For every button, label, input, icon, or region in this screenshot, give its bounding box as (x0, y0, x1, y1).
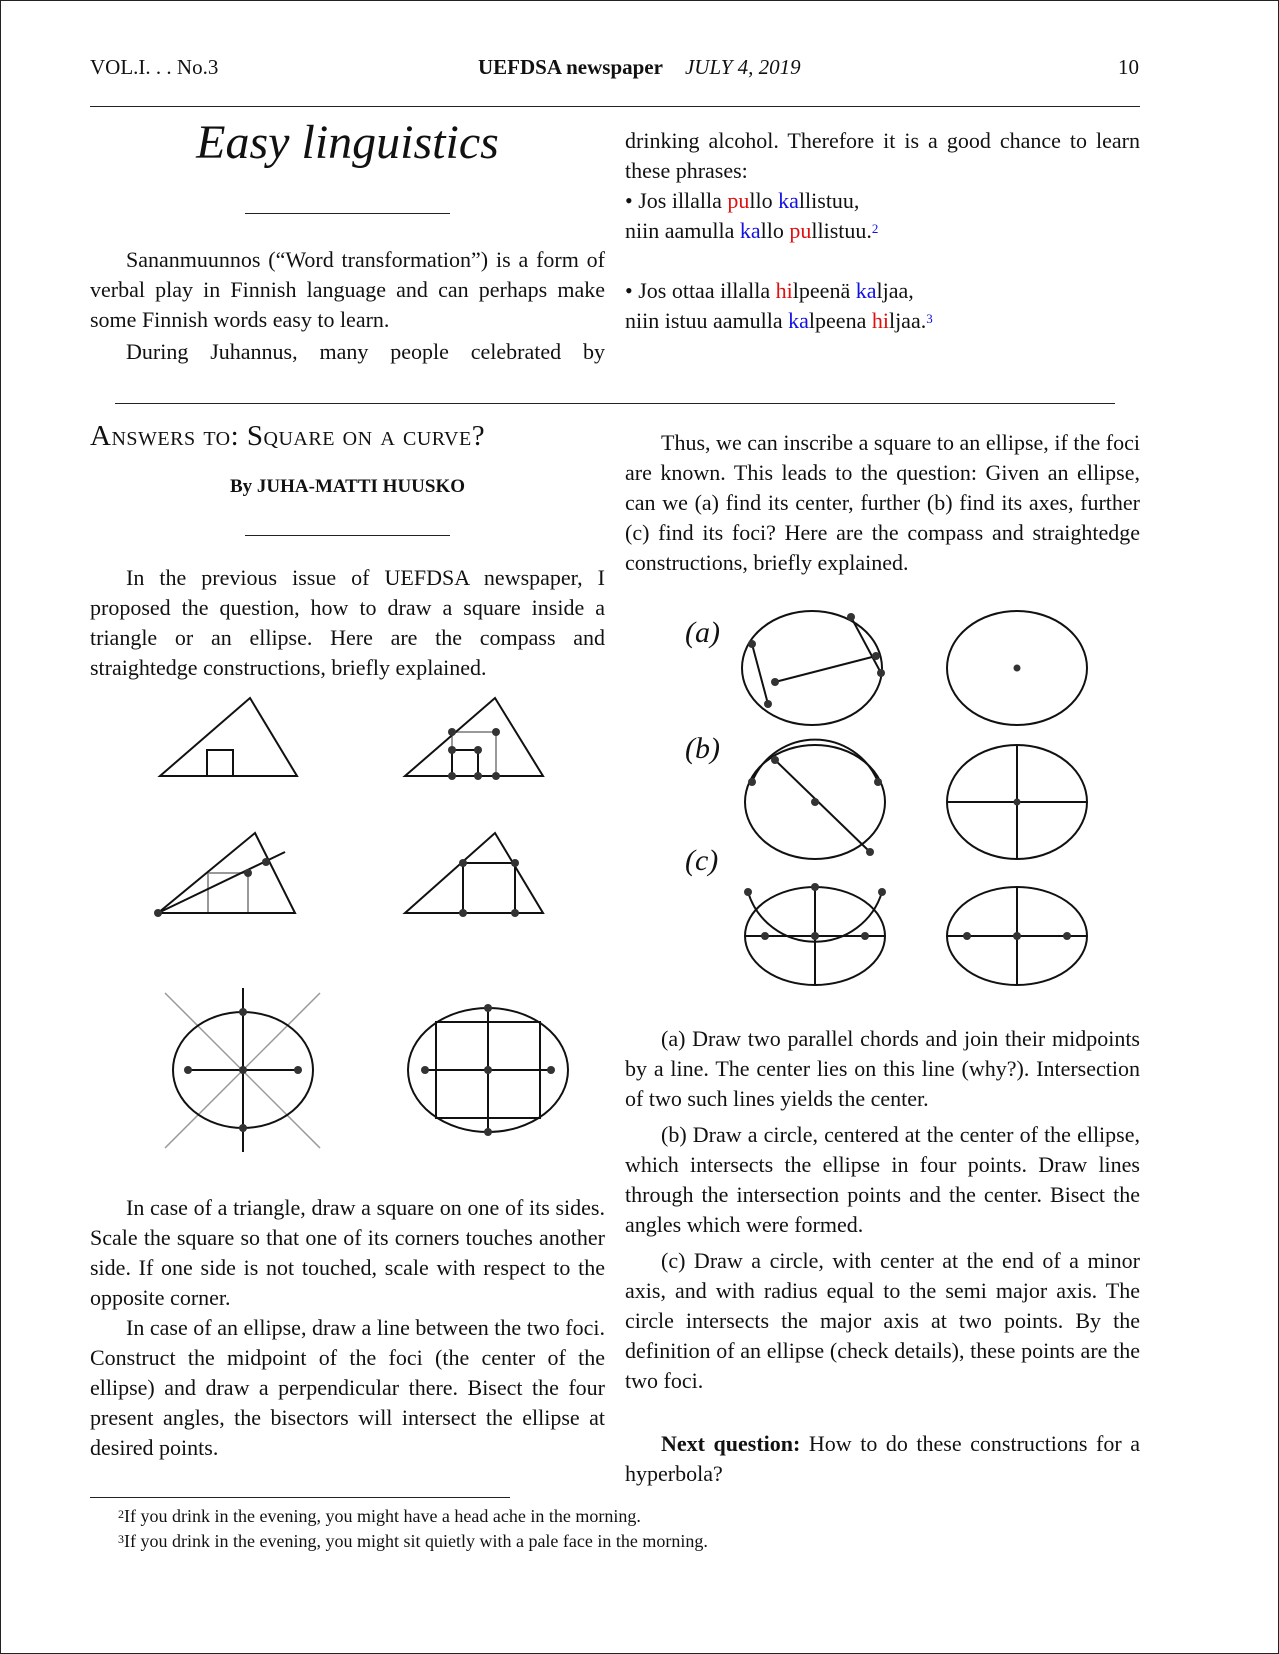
section-rule (115, 403, 1115, 404)
square-left-text (90, 1193, 605, 1463)
square-intro (90, 563, 605, 683)
volume-number: VOL.I. . . No.3 (90, 55, 219, 79)
byline: By JUHA-MATTI HUUSKO (229, 476, 466, 497)
linguistics-left-column (90, 245, 605, 335)
footnote-rule (90, 1497, 510, 1498)
triangle-figure-4 (405, 833, 543, 917)
step-c: (c) Draw a circle, with center at the end of a minor axis, and with radius equal to the semi major axis. The circle intersects the major axis at two points. By the definition of an ellipse (check details), these points are the two foci. (625, 1248, 1140, 1393)
linguistics-title: Easy linguistics (196, 116, 499, 169)
construction-c-circle (744, 883, 886, 985)
footnote-mark-3[interactable]: 3 (926, 311, 933, 326)
construction-a-center (947, 611, 1087, 725)
juhannus-paragraph-end: drinking alcohol. Therefore it is a good chance to learn these phrases: (625, 128, 1140, 183)
square-right-steps (625, 1024, 1140, 1489)
construction-a-chords (742, 611, 885, 725)
ellipse-paragraph: In case of an ellipse, draw a line between the two foci. Construct the midpoint of the foci (the center of the ellipse) and draw a perpendicular there. Bisect the four present angles, the bisectors will intersect the ellipse at desired points. (90, 1315, 605, 1460)
linguistics-paragraph: Sananmuunnos (“Word transformation”) is a form of verbal play in Finnish language and can perhaps make some Finnish words easy to learn. (90, 247, 605, 332)
footnote-3: $^3$If you drink in the evening, you might sit quietly with a pale face in the morning. (118, 1531, 708, 1551)
triangle-ellipse-figures (90, 680, 605, 1180)
triangle-figure-3 (154, 833, 295, 917)
next-question-label: Next question: (661, 1431, 801, 1456)
label-a: (a) (685, 616, 720, 649)
phrase-2 (625, 276, 1140, 336)
footnote-2: $^2$If you drink in the evening, you might have a head ache in the morning. (118, 1506, 641, 1526)
phrase-1 (625, 186, 1140, 246)
paper-name: UEFDSA newspaper (478, 55, 663, 79)
title-divider (245, 213, 450, 214)
center-axes-foci-figures (670, 600, 1150, 1000)
step-a: (a) Draw two parallel chords and join their midpoints by a line. The center lies on this line (why?). Intersection of two such lines yields the center. (625, 1026, 1140, 1111)
phrase-2-line-2: niin istuu aamulla kalpeena hiljaa.$^3$ (625, 308, 933, 333)
construction-b-axes (947, 745, 1087, 859)
right-intro-paragraph: Thus, we can inscribe a square to an ellipse, if the foci are known. This leads to the question: Given an ellipse, can we (a) find its center, further (b) find its axes, further (c) find its foci? Here are the compass and straightedge constructions, briefly explained. (625, 430, 1140, 575)
linguistics-continued (90, 337, 605, 367)
byline-divider (245, 535, 450, 536)
page-number: 10 (1118, 55, 1139, 79)
label-c: (c) (685, 844, 719, 877)
linguistics-right-column (625, 126, 1140, 336)
triangle-figure-2 (405, 698, 543, 780)
ellipse-figure-1 (165, 988, 320, 1152)
masthead (478, 55, 801, 80)
step-b: (b) Draw a circle, centered at the center of the ellipse, which intersects the ellipse in four points. Draw lines through the intersection points and the center. Bisect the angles which were formed. (625, 1122, 1140, 1237)
issue-date: JULY 4, 2019 (684, 55, 801, 79)
phrase-1-line-1: • Jos illalla pullo kallistuu, (625, 188, 860, 213)
construction-c-foci (947, 887, 1087, 985)
footnote-mark-2[interactable]: 2 (871, 221, 879, 236)
construction-b-circle (745, 740, 885, 859)
triangle-figure-1 (160, 698, 297, 776)
square-right-intro (625, 428, 1140, 578)
square-title: Answers to: Square on a curve? (90, 420, 486, 452)
next-question (625, 1429, 1140, 1489)
label-b: (b) (685, 732, 720, 765)
intro-paragraph: In the previous issue of UEFDSA newspaper, I proposed the question, how to draw a square inside a triangle or an ellipse. Here are the compass and straightedge constructions, briefly explained. (90, 565, 605, 680)
ellipse-figure-2 (408, 1004, 568, 1136)
phrase-1-line-2: niin aamulla kallo pullistuu.$^2$ (625, 218, 879, 243)
juhannus-paragraph-start: During Juhannus, many people celebrated by (126, 339, 605, 364)
next-question-text: How to do these constructions for a hyperbola? (625, 1431, 1140, 1486)
header-rule (90, 106, 1140, 107)
phrase-2-line-1: • Jos ottaa illalla hilpeenä kaljaa, (625, 278, 914, 303)
triangle-paragraph: In case of a triangle, draw a square on one of its sides. Scale the square so that one of its corners touches another side. If one side is not touched, scale with respect to the opposite corner. (90, 1195, 605, 1310)
